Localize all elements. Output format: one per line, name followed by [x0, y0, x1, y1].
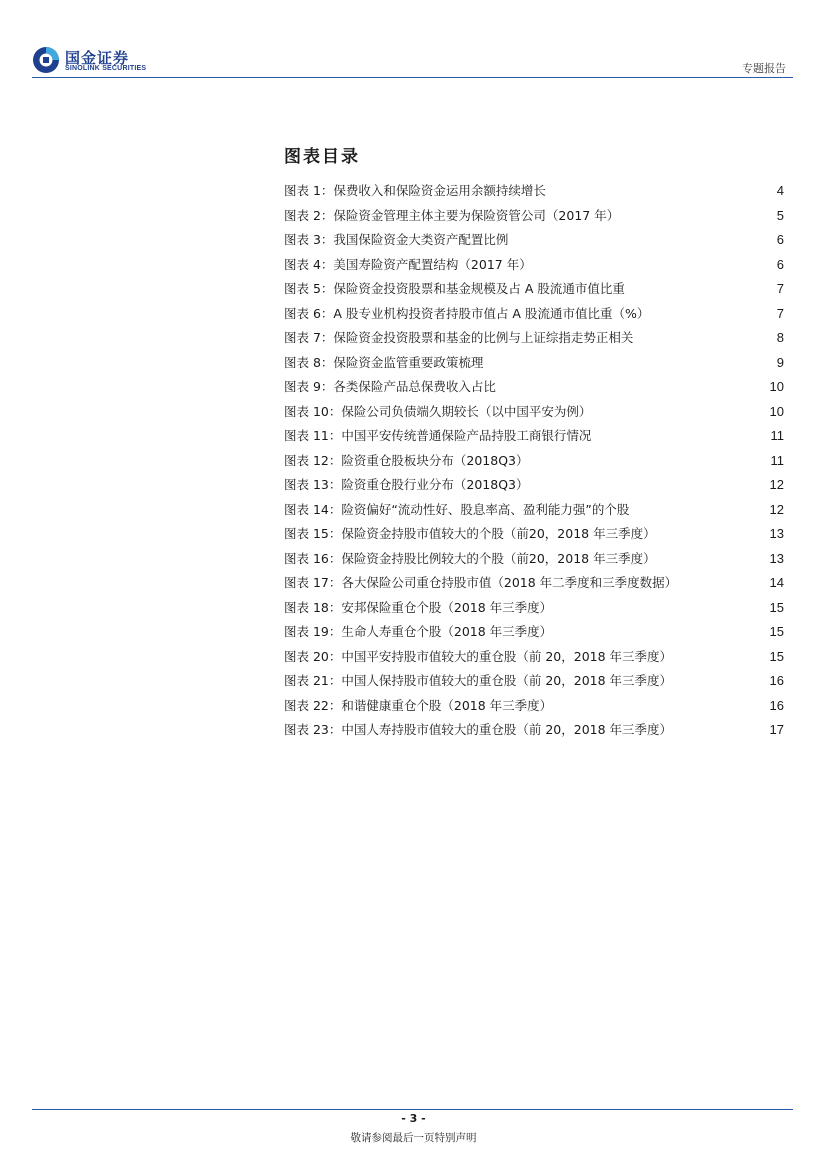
- toc-item-label: 图表 7：保险资金投资股票和基金的比例与上证综指走势正相关: [284, 330, 634, 345]
- toc-item[interactable]: [284, 206, 784, 231]
- toc-item-label: 图表 4：美国寿险资产配置结构（2017 年）: [284, 256, 532, 272]
- toc-item[interactable]: [284, 500, 784, 525]
- toc-item-label: 图表 5：保险资金投资股票和基金规模及占 A 股流通市值比重: [284, 281, 625, 296]
- toc-item-label: 图表 2：保险资金管理主体主要为保险资管公司（2017 年）: [284, 207, 620, 223]
- toc-item-page: 12: [769, 477, 784, 492]
- toc-item-page: 15: [769, 648, 784, 664]
- toc-item-page: 7: [776, 281, 784, 296]
- toc-item[interactable]: [284, 304, 784, 329]
- header-divider: [32, 77, 793, 78]
- toc-item-page: 10: [769, 379, 784, 394]
- toc-item-page: 17: [769, 722, 784, 737]
- toc-item-label: 图表 1：保费收入和保险资金运用余额持续增长: [284, 183, 546, 198]
- company-logo: [32, 46, 162, 78]
- toc-item-page: 6: [776, 232, 784, 247]
- toc-item-label: 图表 3：我国保险资金大类资产配置比例: [284, 232, 509, 247]
- toc-item[interactable]: [284, 426, 784, 451]
- sinolink-logo-icon: [32, 46, 60, 74]
- toc-item-label: 图表 19：生命人寿重仓个股（2018 年三季度）: [284, 624, 553, 639]
- toc-item[interactable]: [284, 622, 784, 647]
- toc-item-label: 图表 23：中国人寿持股市值较大的重仓股（前 20，2018 年三季度）: [284, 722, 673, 737]
- page-header: [0, 0, 827, 80]
- toc-item[interactable]: [284, 255, 784, 280]
- table-of-figures: [284, 142, 784, 745]
- toc-item[interactable]: [284, 328, 784, 353]
- toc-item-label: 图表 8：保险资金监管重要政策梳理: [284, 354, 484, 370]
- toc-item-label: 图表 14：险资偏好“流动性好、股息率高、盈利能力强”的个股: [284, 501, 630, 517]
- toc-item-page: 12: [769, 501, 784, 517]
- toc-item-label: 图表 10：保险公司负债端久期较长（以中国平安为例）: [284, 403, 592, 419]
- toc-item-page: 14: [769, 575, 784, 590]
- toc-item[interactable]: [284, 451, 784, 476]
- toc-item-label: 图表 9：各类保险产品总保费收入占比: [284, 379, 496, 394]
- toc-item-page: 11: [770, 452, 784, 468]
- toc-item-label: 图表 21：中国人保持股市值较大的重仓股（前 20，2018 年三季度）: [284, 673, 673, 688]
- toc-item[interactable]: [284, 181, 784, 206]
- toc-item-page: 16: [769, 673, 784, 688]
- logo-chinese-name: 国金证券: [65, 49, 130, 67]
- page-number: - 3 -: [401, 1112, 426, 1125]
- toc-item-label: 图表 17：各大保险公司重仓持股市值（2018 年二季度和三季度数据）: [284, 575, 678, 590]
- toc-item[interactable]: [284, 671, 784, 696]
- toc-item-label: 图表 18：安邦保险重仓个股（2018 年三季度）: [284, 599, 553, 615]
- toc-item[interactable]: [284, 377, 784, 402]
- toc-item-page: 10: [769, 403, 784, 419]
- toc-item[interactable]: [284, 524, 784, 549]
- toc-item[interactable]: [284, 475, 784, 500]
- toc-item[interactable]: [284, 279, 784, 304]
- toc-item-label: 图表 6：A 股专业机构投资者持股市值占 A 股流通市值比重（%）: [284, 305, 650, 321]
- toc-item-page: 8: [776, 330, 784, 345]
- footer-divider: [32, 1109, 793, 1110]
- toc-title: 图表目录: [284, 147, 360, 167]
- toc-item-label: 图表 11：中国平安传统普通保险产品持股工商银行情况: [284, 428, 592, 443]
- toc-item[interactable]: [284, 696, 784, 721]
- toc-item-page: 15: [769, 599, 784, 615]
- toc-item[interactable]: [284, 402, 784, 427]
- toc-item-page: 9: [776, 354, 784, 370]
- report-type-label: 专题报告: [742, 62, 786, 75]
- toc-item-label: 图表 20：中国平安持股市值较大的重仓股（前 20，2018 年三季度）: [284, 648, 673, 664]
- toc-item[interactable]: [284, 573, 784, 598]
- toc-item[interactable]: [284, 720, 784, 745]
- toc-item-label: 图表 22：和谐健康重仓个股（2018 年三季度）: [284, 697, 553, 713]
- toc-item-page: 11: [770, 428, 784, 443]
- toc-item-page: 7: [776, 305, 784, 321]
- toc-list: [284, 181, 784, 745]
- toc-item[interactable]: [284, 353, 784, 378]
- disclaimer-text: 敬请参阅最后一页特别声明: [350, 1132, 477, 1144]
- toc-item-label: 图表 13：险资重仓股行业分布（2018Q3）: [284, 477, 529, 492]
- toc-item-label: 图表 16：保险资金持股比例较大的个股（前20，2018 年三季度）: [284, 550, 656, 566]
- toc-item-page: 5: [776, 207, 784, 223]
- toc-item-page: 13: [769, 526, 784, 541]
- toc-item-label: 图表 15：保险资金持股市值较大的个股（前20，2018 年三季度）: [284, 526, 656, 541]
- toc-item[interactable]: [284, 230, 784, 255]
- toc-item[interactable]: [284, 647, 784, 672]
- logo-english-name: SINOLINK SECURITIES: [65, 65, 147, 72]
- toc-item[interactable]: [284, 549, 784, 574]
- toc-item-label: 图表 12：险资重仓股板块分布（2018Q3）: [284, 452, 529, 468]
- toc-item-page: 6: [776, 256, 784, 272]
- toc-item-page: 4: [776, 183, 784, 198]
- toc-item-page: 15: [769, 624, 784, 639]
- toc-item-page: 16: [769, 697, 784, 713]
- toc-item-page: 13: [769, 550, 784, 566]
- toc-item[interactable]: [284, 598, 784, 623]
